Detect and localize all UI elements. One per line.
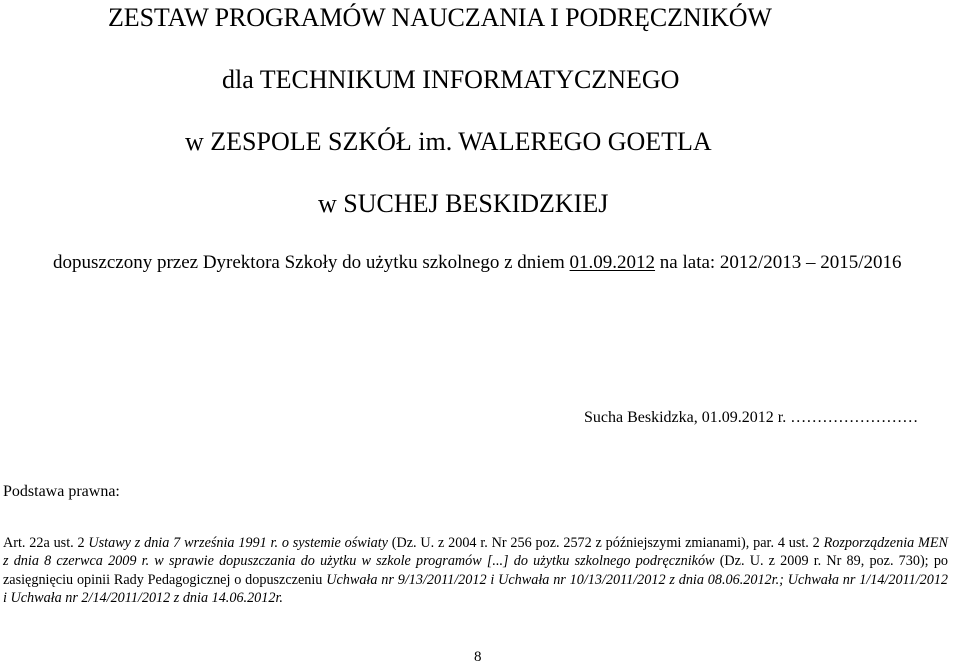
legal-basis-segment-italic: Ustawy z dnia 7 września 1991 r. o systemie oświaty	[88, 535, 388, 552]
approval-text-before-date: dopuszczony przez Dyrektora Szkoły do użytku szkolnego z dniem	[53, 252, 570, 273]
legal-basis-title: Podstawa prawna:	[3, 483, 120, 500]
legal-basis-segment: Art. 22a ust. 2	[3, 535, 89, 552]
document-title-line-2: dla TECHNIKUM INFORMATYCZNEGO	[222, 65, 680, 94]
place-and-date: Sucha Beskidzka, 01.09.2012 r. ……………………	[584, 409, 919, 426]
document-title-line-4: w SUCHEJ BESKIDZKIEJ	[318, 189, 609, 218]
document-title-line-1: ZESTAW PROGRAMÓW NAUCZANIA I PODRĘCZNIKÓW	[108, 3, 772, 32]
legal-basis-segment-italic: Rozporządzenia MEN z dnia 8 czerwca 2009 r. w sprawie dopuszczania do użytku w szkole programów [...] do użytku szkolnego podręczników	[3, 535, 948, 570]
approval-start-date: 01.09.2012	[569, 252, 656, 273]
legal-basis-text	[3, 534, 948, 607]
legal-basis-segment-italic: Uchwała nr 9/13/2011/2012 i Uchwała nr 10/13/2011/2012 z dnia 08.06.2012r.; Uchwała nr 1/14/2011/2012 i Uchwała nr 2/14/2011/2012 z dnia 14.06.2012r.	[3, 571, 949, 606]
approval-statement	[53, 253, 902, 272]
legal-basis-segment: (Dz. U. z 2004 r. Nr 256 poz. 2572 z późniejszymi zmianami), par. 4 ust. 2	[387, 535, 824, 552]
legal-basis-segment: (Dz. U. z 2009 r. Nr 89, poz. 730); po zasięgnięciu opinii Rady Pedagogicznej o dopuszczeniu	[3, 553, 949, 588]
page-number: 8	[474, 649, 482, 665]
approval-text-after-date: na lata: 2012/2013 – 2015/2016	[655, 252, 902, 273]
document-title-line-3: w ZESPOLE SZKÓŁ im. WALEREGO GOETLA	[185, 127, 712, 156]
